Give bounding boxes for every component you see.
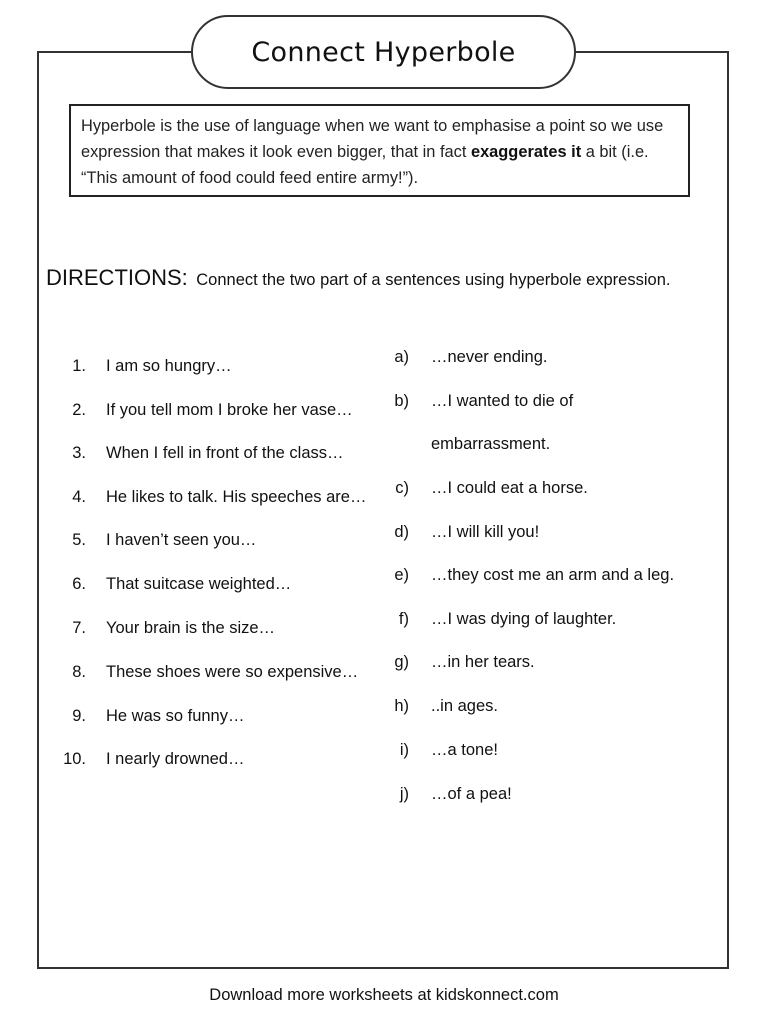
answer-text: embarrassment. (431, 435, 551, 453)
question-number: 1. (72, 357, 86, 375)
answer-text: …they cost me an arm and a leg. (431, 566, 675, 584)
definition-bold-text: exaggerates it (470, 143, 582, 161)
answer-letter: g) (394, 653, 409, 671)
question-number: 3. (72, 444, 86, 462)
definition-box (69, 104, 690, 197)
answer-text: …a tone! (431, 741, 498, 759)
answer-letter: i) (399, 741, 409, 759)
answer-letter: a) (394, 348, 409, 366)
question-number: 2. (72, 401, 86, 419)
answer-text: …never ending. (431, 348, 548, 366)
question-text: If you tell mom I broke her vase… (106, 401, 353, 419)
question-text: I nearly drowned… (106, 750, 245, 768)
question-text: He was so funny… (106, 707, 245, 725)
question-number: 10. (63, 750, 86, 768)
question-number: 9. (72, 707, 86, 725)
directions-text: Connect the two part of a sentences using hyperbole expression. (196, 271, 671, 289)
question-text: I am so hungry… (106, 357, 232, 375)
answer-letter: e) (394, 566, 409, 584)
answer-text: …I could eat a horse. (431, 479, 588, 497)
footer-text: Download more worksheets at kidskonnect.com (209, 986, 559, 1004)
question-text: Your brain is the size… (106, 619, 276, 637)
answer-text: …I wanted to die of (431, 392, 574, 410)
directions (46, 265, 670, 291)
question-number: 5. (72, 531, 86, 549)
answer-text: …in her tears. (431, 653, 535, 671)
question-number: 8. (72, 663, 86, 681)
page-title: Connect Hyperbole (251, 36, 516, 68)
answer-text: ..in ages. (431, 697, 498, 715)
answer-letter: b) (394, 392, 409, 410)
question-text: That suitcase weighted… (106, 575, 292, 593)
answer-text: …I was dying of laughter. (431, 610, 617, 628)
question-number: 6. (72, 575, 86, 593)
question-text: When I fell in front of the class… (106, 444, 344, 462)
answer-letter: h) (394, 697, 409, 715)
definition-text-start: Hyperbole is the use of language when we want to emphasise a point so we use expression that makes it look even bigger, that in fact (81, 117, 664, 161)
answer-text: …of a pea! (431, 785, 512, 803)
answer-letter: j) (399, 785, 409, 803)
question-number: 7. (72, 619, 86, 637)
answer-letter: d) (394, 523, 409, 541)
question-text: These shoes were so expensive… (106, 663, 359, 681)
definition-text-end: a bit (i.e. “This amount of food could feed entire army!”). (81, 143, 649, 187)
title-banner (191, 15, 576, 89)
question-number: 4. (72, 488, 86, 506)
answer-letter: f) (398, 610, 409, 628)
answer-text: …I will kill you! (431, 523, 540, 541)
question-text: I haven’t seen you… (106, 531, 257, 549)
question-text: He likes to talk. His speeches are… (106, 488, 367, 506)
answer-letter: c) (395, 479, 409, 497)
directions-label: DIRECTIONS: (46, 265, 188, 290)
